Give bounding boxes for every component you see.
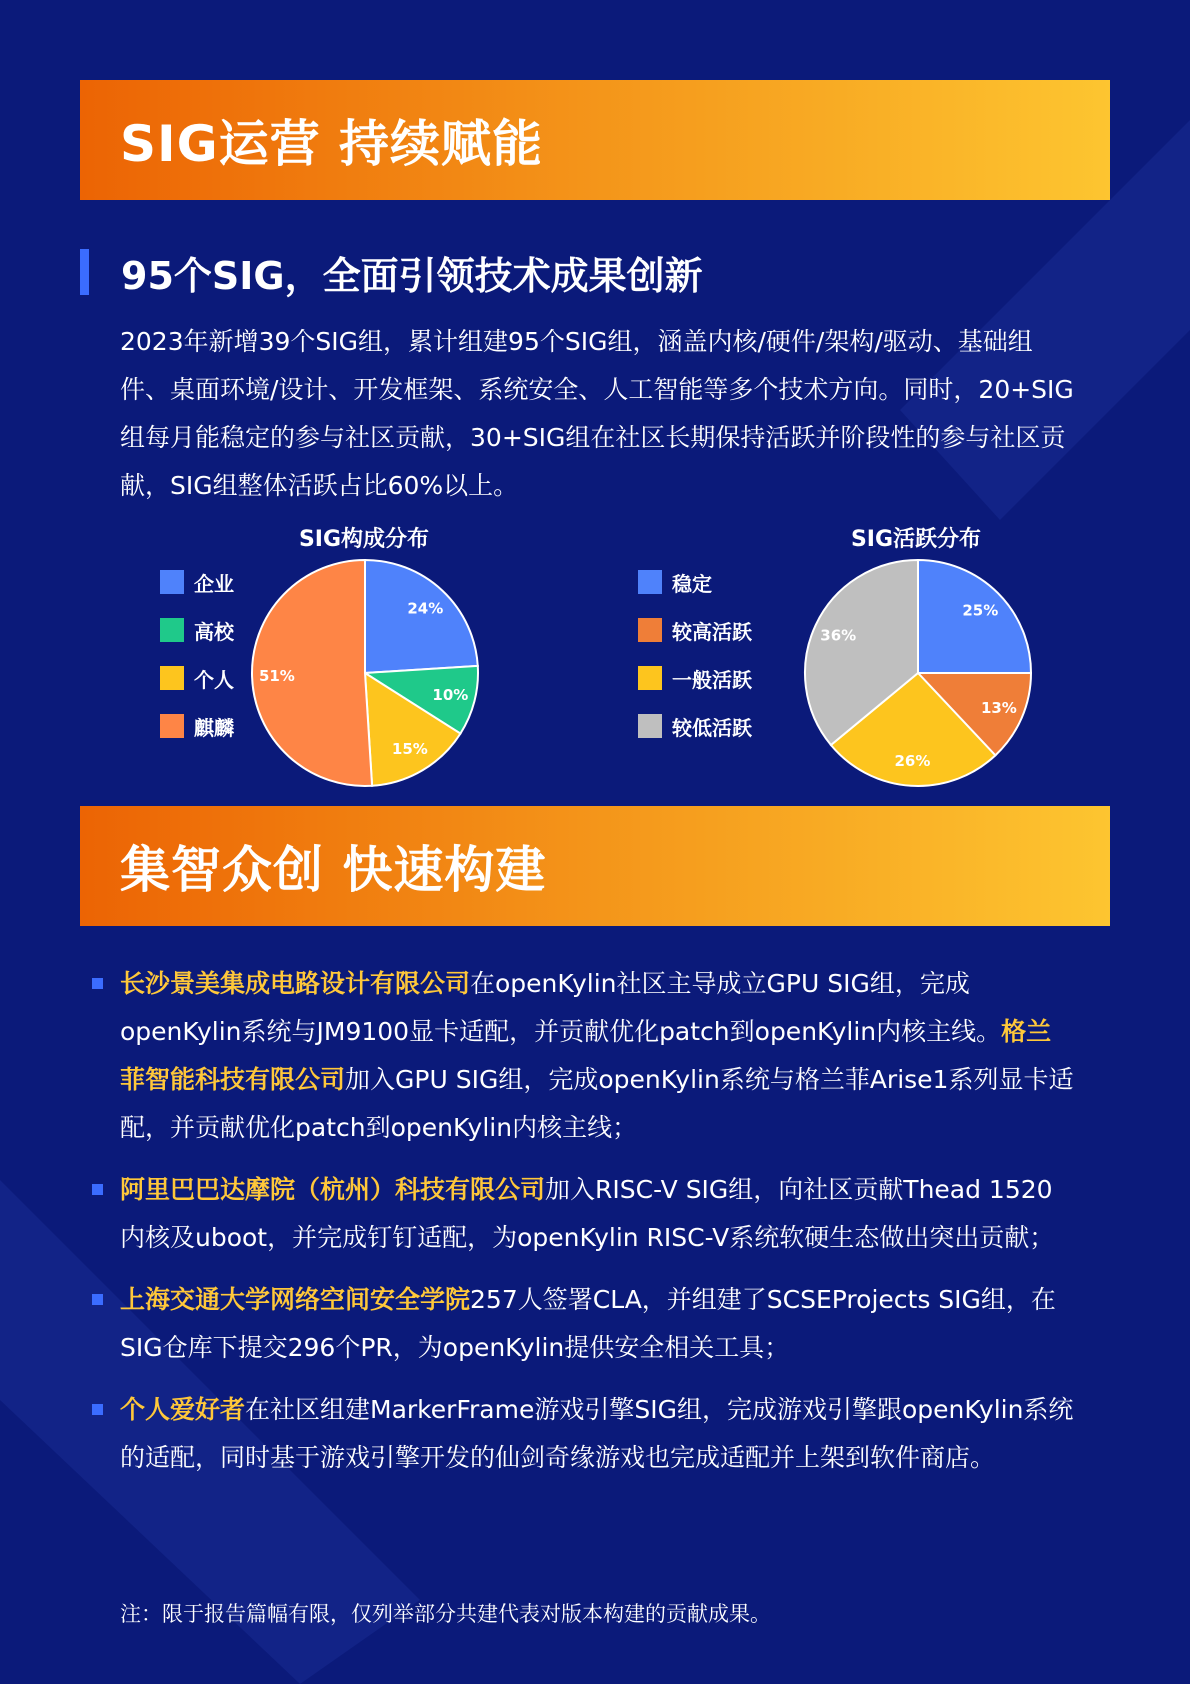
list-item — [90, 1166, 1075, 1262]
legend-item — [160, 714, 234, 738]
pie-chart-composition — [250, 558, 480, 788]
legend-label: 较高活跃 — [672, 619, 752, 644]
legend-item — [638, 666, 752, 690]
intro-paragraph: 2023年新增39个SIG组，累计组建95个SIG组，涵盖内核/硬件/架构/驱动、基础组件、桌面环境/设计、开发框架、系统安全、人工智能等多个技术方向。同时，20+SIG组每月能稳定的参与社区贡献，30+SIG组在社区长期保持活跃并阶段性的参与社区贡献，SIG组整体活跃占比60%以上。 — [120, 327, 1074, 500]
item-text: 加入GPU SIG组，完成openKylin系统与格兰菲Arise1系列显卡适配，并贡献优化patch到openKylin内核主线； — [120, 1065, 1074, 1142]
legend-swatch — [638, 666, 662, 690]
list-item — [90, 960, 1075, 1152]
heading-accent-bar — [80, 249, 89, 295]
legend-swatch — [160, 666, 184, 690]
pie-data-label: 15% — [391, 739, 428, 758]
item-text: 加入RISC-V SIG组，向社区贡献Thead 1520内核及uboot，并完成钉钉适配，为openKylin RISC-V系统软硬生态做出突出贡献； — [120, 1175, 1055, 1252]
list-item — [90, 1386, 1075, 1482]
pie-data-label: 13% — [980, 699, 1017, 718]
list-item — [90, 1276, 1075, 1372]
organization-name: 阿里巴巴达摩院（杭州）科技有限公司 — [120, 1175, 546, 1204]
legend-activity — [638, 570, 752, 762]
chart-title-composition: SIG构成分布 — [298, 527, 430, 552]
legend-swatch — [638, 714, 662, 738]
legend-item — [160, 570, 234, 594]
legend-composition — [160, 570, 234, 762]
bullet-icon — [92, 1404, 103, 1415]
organization-name: 上海交通大学网络空间安全学院 — [120, 1285, 471, 1314]
legend-label: 个人 — [194, 667, 234, 692]
organization-name: 长沙景美集成电路设计有限公司 — [120, 969, 471, 998]
item-text: 在openKylin社区主导成立GPU SIG组，完成openKylin系统与JM9100显卡适配，并贡献优化patch到openKylin内核主线。 — [120, 969, 1002, 1046]
legend-swatch — [638, 618, 662, 642]
subsection-title: 95个SIG，全面引领技术成果创新 — [121, 253, 703, 298]
banner-title: SIG运营 持续赋能 — [120, 115, 544, 173]
pie-data-label: 51% — [258, 666, 295, 685]
legend-item — [638, 714, 752, 738]
legend-swatch — [160, 714, 184, 738]
item-text: 在社区组建MarkerFrame游戏引擎SIG组，完成游戏引擎跟openKylin系统的适配，同时基于游戏引擎开发的仙剑奇缘游戏也完成适配并上架到软件商店。 — [120, 1395, 1074, 1472]
legend-label: 一般活跃 — [672, 667, 752, 692]
legend-item — [638, 570, 752, 594]
section-banner-collab — [80, 806, 1110, 926]
contribution-list — [90, 960, 1075, 1496]
organization-name: 格兰菲智能科技有限公司 — [120, 1017, 1052, 1094]
banner-title: 集智众创 快速构建 — [120, 841, 547, 899]
item-text: 257人签署CLA，并组建了SCSEProjects SIG组，在SIG仓库下提交296个PR，为openKylin提供安全相关工具； — [120, 1285, 1056, 1362]
pie-chart-activity — [803, 558, 1033, 788]
legend-label: 较低活跃 — [672, 715, 752, 740]
legend-label: 企业 — [194, 571, 234, 596]
organization-name: 个人爱好者 — [120, 1395, 246, 1424]
footnote: 注：限于报告篇幅有限，仅列举部分共建代表对版本构建的贡献成果。 — [120, 1602, 771, 1626]
legend-swatch — [160, 570, 184, 594]
legend-swatch — [638, 570, 662, 594]
pie-data-label: 36% — [820, 626, 857, 645]
pie-data-label: 25% — [962, 601, 999, 620]
pie-data-label: 26% — [894, 751, 931, 770]
bullet-icon — [92, 1294, 103, 1305]
bullet-icon — [92, 978, 103, 989]
pie-data-label: 24% — [407, 599, 444, 618]
legend-label: 稳定 — [672, 571, 712, 596]
subsection-heading — [80, 248, 703, 296]
legend-item — [160, 666, 234, 690]
legend-label: 高校 — [194, 619, 234, 644]
legend-item — [638, 618, 752, 642]
legend-item — [160, 618, 234, 642]
bullet-icon — [92, 1184, 103, 1195]
chart-title-activity: SIG活跃分布 — [850, 527, 982, 552]
pie-data-label: 10% — [432, 685, 469, 704]
legend-label: 麒麟 — [194, 715, 234, 740]
legend-swatch — [160, 618, 184, 642]
section-banner-sig — [80, 80, 1110, 200]
